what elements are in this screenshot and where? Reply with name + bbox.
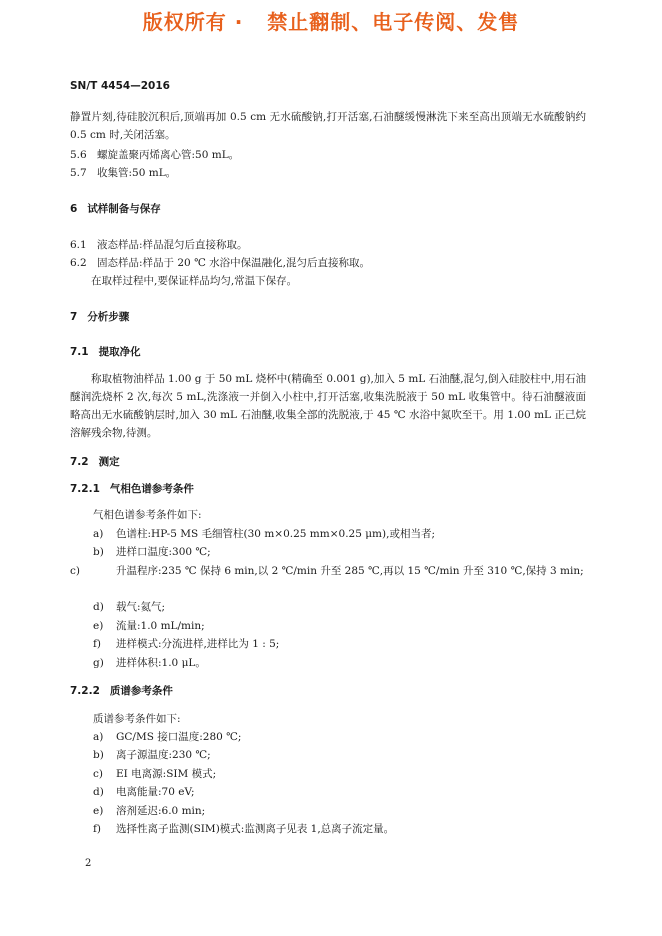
- gc-item: [93, 598, 586, 616]
- item-number: 6.1: [70, 239, 87, 251]
- item-text: 液态样品:样品混匀后直接称取。: [97, 239, 248, 251]
- section-number: 7.2.1: [70, 483, 100, 495]
- list-text: GC/MS 接口温度:280 ℃;: [116, 731, 242, 743]
- ms-conditions-intro: 质谱参考条件如下:: [93, 713, 181, 725]
- list-text: 电离能量:70 eV;: [116, 786, 195, 798]
- item-text: 收集管:50 mL。: [97, 167, 177, 179]
- gc-item: [93, 654, 586, 672]
- page-number: 2: [85, 858, 92, 869]
- ms-item: [93, 802, 586, 820]
- gc-item: [70, 562, 586, 580]
- section-title: 气相色谱参考条件: [109, 483, 194, 495]
- list-text: 进样口温度:300 ℃;: [116, 546, 211, 558]
- ms-item: [93, 783, 586, 801]
- item-6-2: [70, 254, 586, 272]
- list-text: 升温程序:235 ℃ 保持 6 min,以 2 ℃/min 升至 285 ℃,再以 15 ℃/min 升至 310 ℃,保持 3 min;: [116, 565, 584, 577]
- gc-item: [93, 617, 586, 635]
- item-5-7: [70, 164, 586, 182]
- section-title: 分析步骤: [87, 311, 130, 323]
- gc-conditions-intro: 气相色谱参考条件如下:: [93, 509, 202, 521]
- list-text: 流量:1.0 mL/min;: [116, 620, 205, 632]
- intro-paragraph: 静置片刻,待硅胶沉积后,顶端再加 0.5 cm 无水硫酸钠,打开活塞,石油醚缓慢淋洗下来至高出顶端无水硫酸钠约 0.5 cm 时,关闭活塞。: [70, 111, 586, 141]
- item-6-1: [70, 236, 586, 254]
- ms-item: [93, 765, 586, 783]
- list-label: g): [93, 657, 104, 669]
- standard-code: SN/T 4454—2016: [70, 80, 170, 92]
- section-title: 试样制备与保存: [87, 203, 161, 215]
- section-7-1-heading: [70, 344, 141, 360]
- item-5-6: [70, 146, 586, 164]
- gc-item: [93, 543, 586, 561]
- item-number: 5.7: [70, 167, 87, 179]
- section-7-2-heading: [70, 454, 120, 470]
- list-label: f): [93, 638, 101, 650]
- list-label: e): [93, 620, 104, 632]
- section-7-2-2-heading: [70, 683, 173, 699]
- list-label: e): [93, 805, 104, 817]
- list-text: 色谱柱:HP-5 MS 毛细管柱(30 m×0.25 mm×0.25 μm),或相当者;: [116, 528, 435, 540]
- list-label: c): [93, 768, 103, 780]
- section-7-heading: [70, 309, 129, 325]
- section-7-2-1-heading: [70, 481, 194, 497]
- list-text: 选择性离子监测(SIM)模式:监测离子见表 1,总离子流定量。: [116, 823, 395, 835]
- list-label: b): [93, 546, 104, 558]
- list-label: b): [93, 749, 104, 761]
- item-number: 5.6: [70, 149, 87, 161]
- list-text: 进样模式:分流进样,进样比为 1 : 5;: [116, 638, 280, 650]
- list-text: 离子源温度:230 ℃;: [116, 749, 211, 761]
- extraction-paragraph: 称取植物油样品 1.00 g 于 50 mL 烧杯中(精确至 0.001 g),加入 5 mL 石油醚,混匀,倒入硅胶柱中,用石油醚润洗烧杯 2 次,每次 5 mL,洗涤液一并倒入小柱中,打开活塞,收集洗脱液于 50 mL 收集管中。待石油醚液面略高出无水硫酸钠层时,加入 30 mL 石油醚,收集全部的洗脱液,于 45 ℃ 水浴中氮吹至干。用 1.00 mL 正己烷溶解残余物,待测。: [70, 373, 586, 439]
- list-text: 进样体积:1.0 μL。: [116, 657, 206, 669]
- list-label: d): [93, 601, 104, 613]
- gc-item: [93, 635, 586, 653]
- section-title: 质谱参考条件: [109, 685, 173, 697]
- item-text: 固态样品:样品于 20 ℃ 水浴中保温融化,混匀后直接称取。: [97, 257, 370, 269]
- item-number: 6.2: [70, 257, 87, 269]
- section-number: 6: [70, 203, 78, 215]
- gc-item: [93, 525, 586, 543]
- section-number: 7.2: [70, 456, 89, 468]
- section-title: 提取净化: [98, 346, 141, 358]
- section-number: 7.1: [70, 346, 89, 358]
- section-6-heading: [70, 201, 161, 217]
- item-text: 螺旋盖聚丙烯离心管:50 mL。: [97, 149, 240, 161]
- section-number: 7: [70, 311, 78, 323]
- list-label: a): [93, 731, 104, 743]
- list-text: EI 电离源:SIM 模式;: [116, 768, 217, 780]
- copyright-watermark: 版权所有 · 禁止翻制、电子传阅、发售: [142, 10, 520, 34]
- section-number: 7.2.2: [70, 685, 100, 697]
- section-6-note: 在取样过程中,要保证样品均匀,常温下保存。: [91, 275, 298, 287]
- ms-item: [93, 746, 586, 764]
- ms-item: [93, 820, 586, 838]
- list-label: a): [93, 528, 104, 540]
- list-label: f): [93, 823, 101, 835]
- list-label: c): [70, 565, 80, 577]
- list-label: d): [93, 786, 104, 798]
- list-text: 载气:氦气;: [116, 601, 166, 613]
- section-title: 测定: [98, 456, 120, 468]
- list-text: 溶剂延迟:6.0 min;: [116, 805, 206, 817]
- ms-item: [93, 728, 586, 746]
